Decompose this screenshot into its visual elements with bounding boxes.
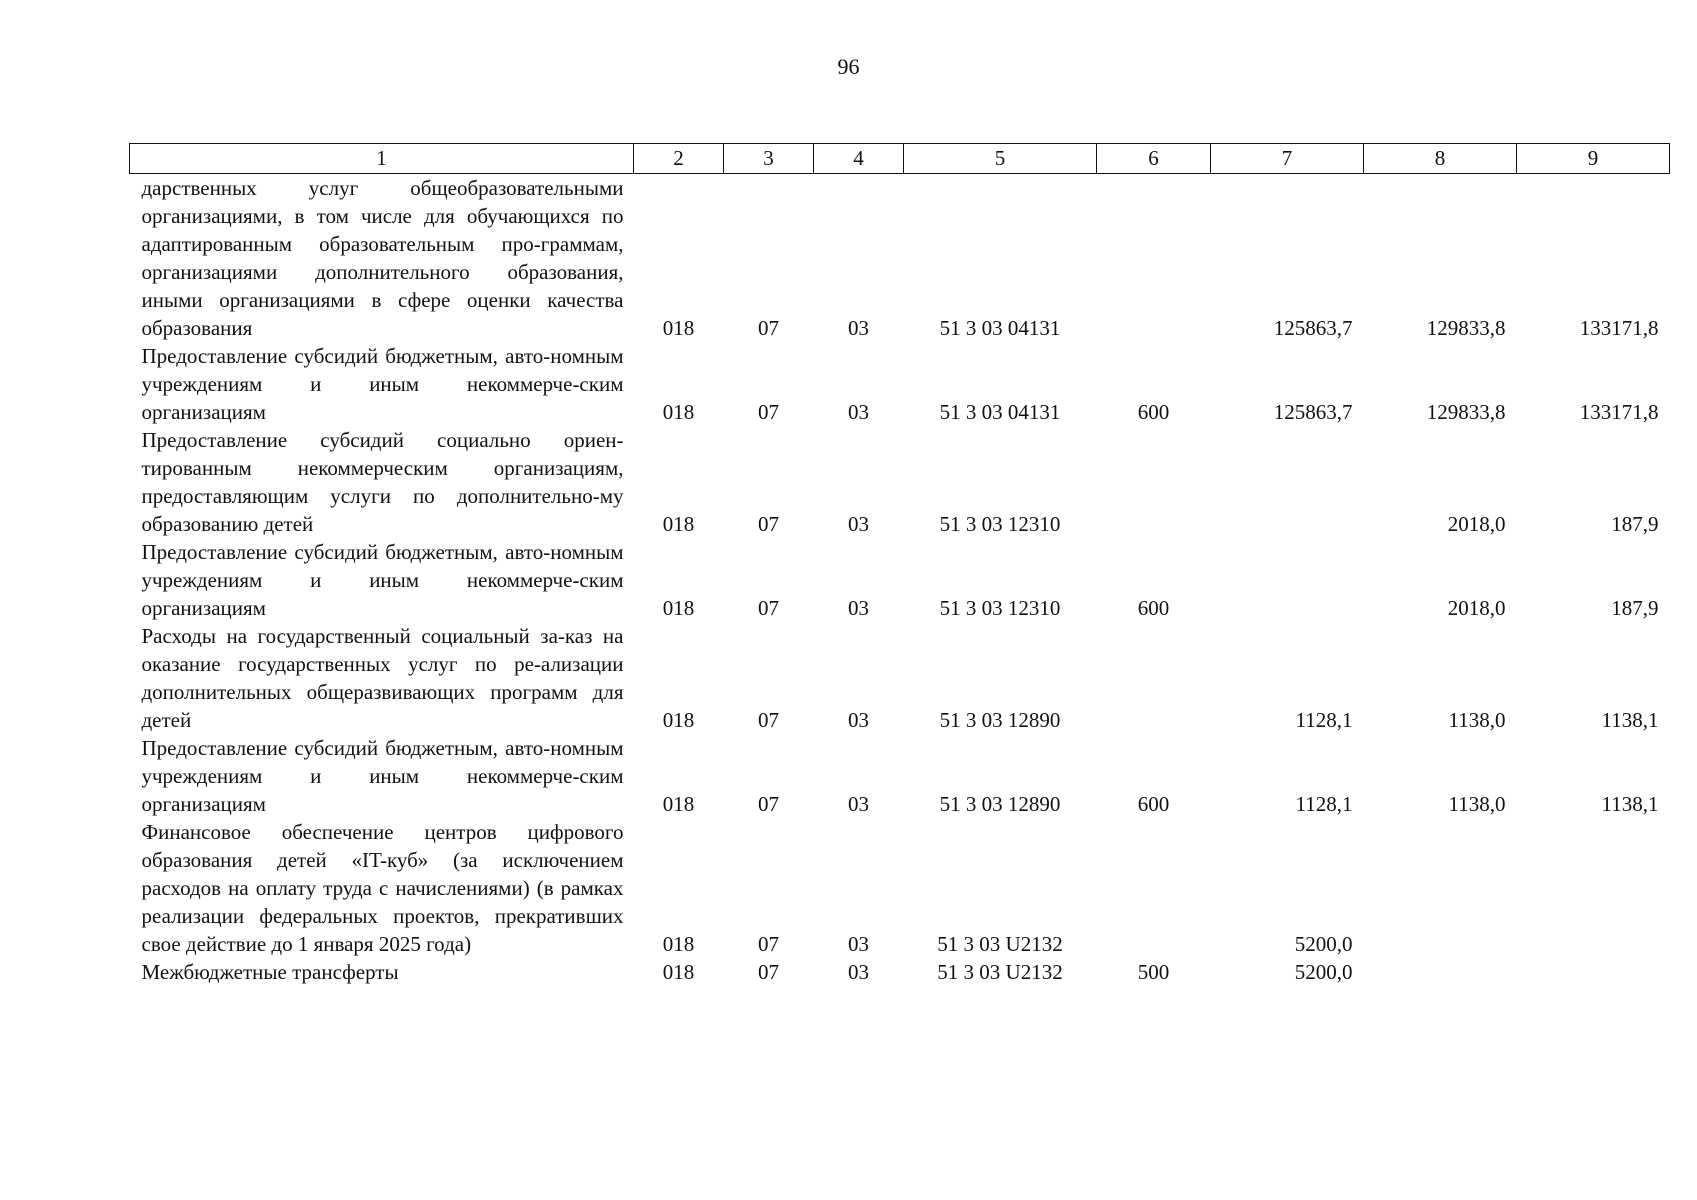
row-name: Расходы на государственный социальный за-каз на оказание государственных услуг по ре-ализации дополнительных общеразвивающих программ для детей bbox=[141, 624, 624, 732]
row-col-3: 07 bbox=[758, 792, 779, 816]
row-col-2: 018 bbox=[662, 512, 695, 536]
row-col-9 bbox=[1517, 958, 1670, 986]
row-col-8 bbox=[1364, 958, 1517, 986]
row-col-7 bbox=[1211, 538, 1364, 622]
table-row bbox=[130, 818, 1670, 958]
budget-table bbox=[129, 143, 1670, 986]
row-col-9: 1138,1 bbox=[1601, 792, 1659, 816]
row-col-7 bbox=[1211, 426, 1364, 538]
row-col-7: 125863,7 bbox=[1273, 400, 1353, 424]
row-col-2: 018 bbox=[662, 400, 695, 424]
row-name: Финансовое обеспечение центров цифрового образования детей «IT-куб» (за исключением расходов на оплату труда с начислениями) (в рамках реализации федеральных проектов, прекративших свое действие до 1 января 2025 года) bbox=[141, 820, 624, 956]
row-col-5: 51 3 03 U2132 bbox=[937, 932, 1063, 956]
row-name: Предоставление субсидий социально ориен-тированным некоммерческим организациям, предоставляющим услуги по дополнительно-му образованию детей bbox=[141, 428, 624, 536]
header-col-9: 9 bbox=[1517, 144, 1670, 174]
row-col-8: 129833,8 bbox=[1426, 400, 1506, 424]
header-col-8: 8 bbox=[1364, 144, 1517, 174]
row-col-6: 600 bbox=[1137, 596, 1170, 620]
row-col-2: 018 bbox=[662, 792, 695, 816]
row-col-4: 03 bbox=[848, 932, 869, 956]
row-col-8: 1138,0 bbox=[1448, 792, 1506, 816]
row-col-6: 500 bbox=[1137, 960, 1170, 984]
row-col-3: 07 bbox=[758, 400, 779, 424]
row-col-3: 07 bbox=[758, 932, 779, 956]
header-col-5: 5 bbox=[904, 144, 1097, 174]
table-row bbox=[130, 538, 1670, 622]
table-row bbox=[130, 734, 1670, 818]
row-col-9: 1138,1 bbox=[1601, 708, 1659, 732]
row-col-9: 187,9 bbox=[1611, 512, 1659, 536]
row-col-7: 1128,1 bbox=[1295, 792, 1353, 816]
row-col-7: 5200,0 bbox=[1294, 960, 1353, 984]
row-name: Предоставление субсидий бюджетным, авто-номным учреждениям и иным некоммерче-ским организациям bbox=[141, 736, 624, 816]
row-col-3: 07 bbox=[758, 316, 779, 340]
row-col-4: 03 bbox=[848, 596, 869, 620]
row-col-5: 51 3 03 12310 bbox=[939, 512, 1061, 536]
row-col-5: 51 3 03 12310 bbox=[939, 596, 1061, 620]
row-name: Предоставление субсидий бюджетным, авто-номным учреждениям и иным некоммерче-ским организациям bbox=[141, 344, 624, 424]
row-col-4: 03 bbox=[848, 792, 869, 816]
row-col-5: 51 3 03 U2132 bbox=[937, 960, 1063, 984]
row-col-3: 07 bbox=[758, 708, 779, 732]
row-col-9: 133171,8 bbox=[1579, 316, 1659, 340]
row-col-4: 03 bbox=[848, 960, 869, 984]
row-col-6 bbox=[1097, 174, 1211, 343]
row-col-8: 2018,0 bbox=[1447, 512, 1506, 536]
table-row bbox=[130, 958, 1670, 986]
page-number: 96 bbox=[837, 54, 860, 79]
row-col-4: 03 bbox=[848, 512, 869, 536]
row-col-2: 018 bbox=[662, 932, 695, 956]
row-col-6: 600 bbox=[1137, 400, 1170, 424]
row-col-7: 125863,7 bbox=[1273, 316, 1353, 340]
header-col-3: 3 bbox=[724, 144, 814, 174]
row-col-9: 133171,8 bbox=[1579, 400, 1659, 424]
row-name: Межбюджетные трансферты bbox=[141, 960, 399, 984]
header-col-1: 1 bbox=[130, 144, 634, 174]
row-col-9: 187,9 bbox=[1611, 596, 1659, 620]
header-row bbox=[130, 144, 1670, 174]
table-row bbox=[130, 174, 1670, 343]
row-col-6 bbox=[1097, 818, 1211, 958]
row-col-8: 1138,0 bbox=[1448, 708, 1506, 732]
row-col-8: 2018,0 bbox=[1447, 596, 1506, 620]
row-col-9 bbox=[1517, 818, 1670, 958]
row-col-8: 129833,8 bbox=[1426, 316, 1506, 340]
row-name: дарственных услуг общеобразовательными организациями, в том числе для обучающихся по адаптированным образовательным про-граммам, организациями дополнительного образования, иными организациями в сфере оценки качества образования bbox=[141, 176, 624, 340]
row-col-4: 03 bbox=[848, 708, 869, 732]
row-name: Предоставление субсидий бюджетным, авто-номным учреждениям и иным некоммерче-ским организациям bbox=[141, 540, 624, 620]
table-row bbox=[130, 342, 1670, 426]
row-col-6 bbox=[1097, 426, 1211, 538]
table-header bbox=[130, 144, 1670, 174]
row-col-3: 07 bbox=[758, 512, 779, 536]
row-col-2: 018 bbox=[662, 596, 695, 620]
row-col-2: 018 bbox=[662, 708, 695, 732]
row-col-5: 51 3 03 04131 bbox=[939, 400, 1061, 424]
header-col-4: 4 bbox=[814, 144, 904, 174]
row-col-3: 07 bbox=[758, 960, 779, 984]
row-col-7: 5200,0 bbox=[1294, 932, 1353, 956]
row-col-6 bbox=[1097, 622, 1211, 734]
row-col-8 bbox=[1364, 818, 1517, 958]
row-col-3: 07 bbox=[758, 596, 779, 620]
table-row bbox=[130, 622, 1670, 734]
row-col-4: 03 bbox=[848, 400, 869, 424]
row-col-7: 1128,1 bbox=[1295, 708, 1353, 732]
table-body bbox=[130, 174, 1670, 987]
table-row bbox=[130, 426, 1670, 538]
row-col-5: 51 3 03 12890 bbox=[939, 708, 1061, 732]
row-col-2: 018 bbox=[662, 316, 695, 340]
header-col-6: 6 bbox=[1097, 144, 1211, 174]
row-col-2: 018 bbox=[662, 960, 695, 984]
row-col-6: 600 bbox=[1137, 792, 1170, 816]
header-col-7: 7 bbox=[1211, 144, 1364, 174]
row-col-5: 51 3 03 12890 bbox=[939, 792, 1061, 816]
row-col-5: 51 3 03 04131 bbox=[939, 316, 1061, 340]
header-col-2: 2 bbox=[634, 144, 724, 174]
row-col-4: 03 bbox=[848, 316, 869, 340]
